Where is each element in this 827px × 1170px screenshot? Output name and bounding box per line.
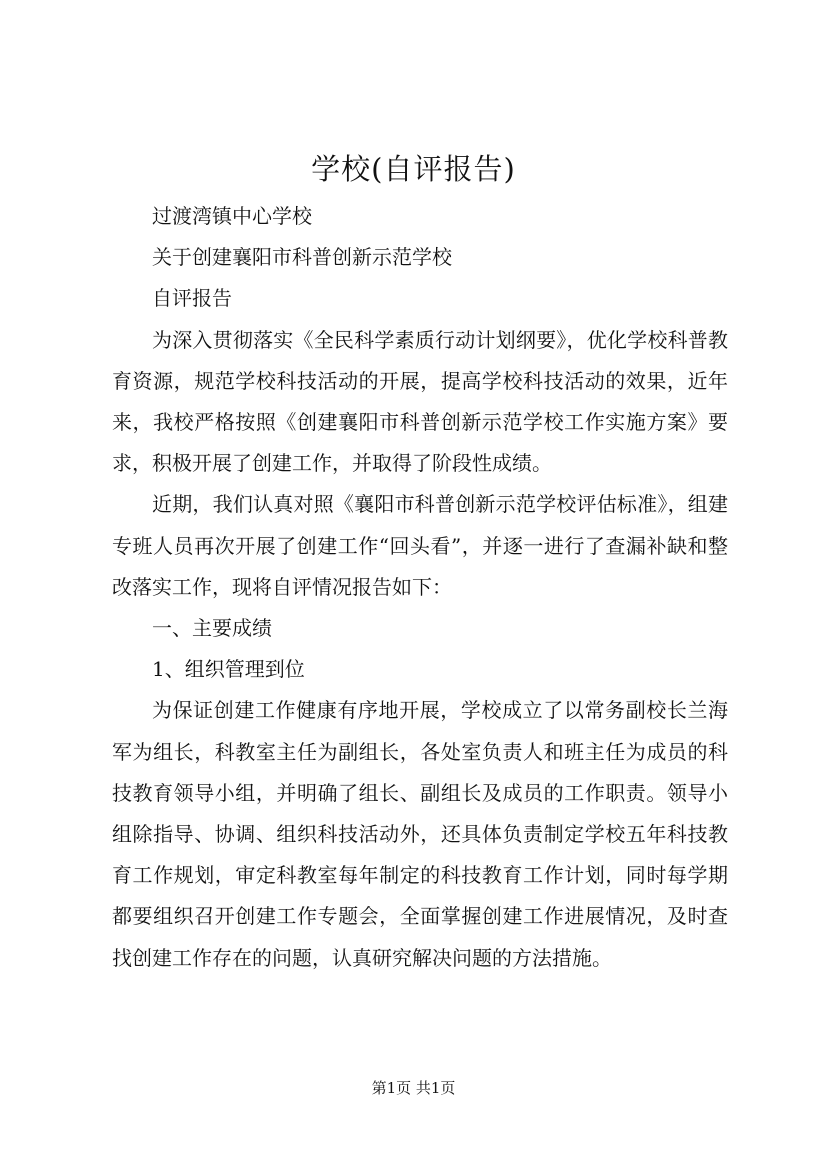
section-heading: 一、主要成绩: [152, 616, 272, 641]
subsection-heading: 1、组织管理到位: [152, 657, 305, 682]
paragraph-intro: 为深入贯彻落实《全民科学素质行动计划纲要》，优化学校科普教育资源，规范学校科技活动的开展，提高学校科技活动的效果，近年来，我校严格按照《创建襄阳市科普创新示范学校工作实施方案》要求，积极开展了创建工作，并取得了阶段性成绩。: [112, 327, 728, 476]
paragraph-organization: 为保证创建工作健康有序地开展，学校成立了以常务副校长兰海军为组长，科教室主任为副组长，各处室负责人和班主任为成员的科技教育领导小组，并明确了组长、副组长及成员的工作职责。领导小组除指导、协调、组织科技活动外，还具体负责制定学校五年科技教育工作规划，审定科教室每年制定的科技教育工作计划，同时每学期都要组织召开创建工作专题会，全面掌握创建工作进展情况，及时查找创建工作存在的问题，认真研究解决问题的方法措施。: [112, 698, 728, 970]
paragraph-review: 近期，我们认真对照《襄阳市科普创新示范学校评估标准》，组建专班人员再次开展了创建工作“回头看”，并逐一进行了查漏补缺和整改落实工作，现将自评情况报告如下：: [112, 492, 728, 599]
page-footer: 第1页 共1页: [371, 1079, 456, 1097]
paragraph-subject: 关于创建襄阳市科普创新示范学校: [152, 245, 452, 270]
paragraph-report-label: 自评报告: [152, 286, 232, 311]
document-title: 学校(自评报告): [311, 152, 516, 186]
paragraph-school-name: 过渡湾镇中心学校: [152, 204, 312, 228]
document-body: [112, 196, 728, 979]
